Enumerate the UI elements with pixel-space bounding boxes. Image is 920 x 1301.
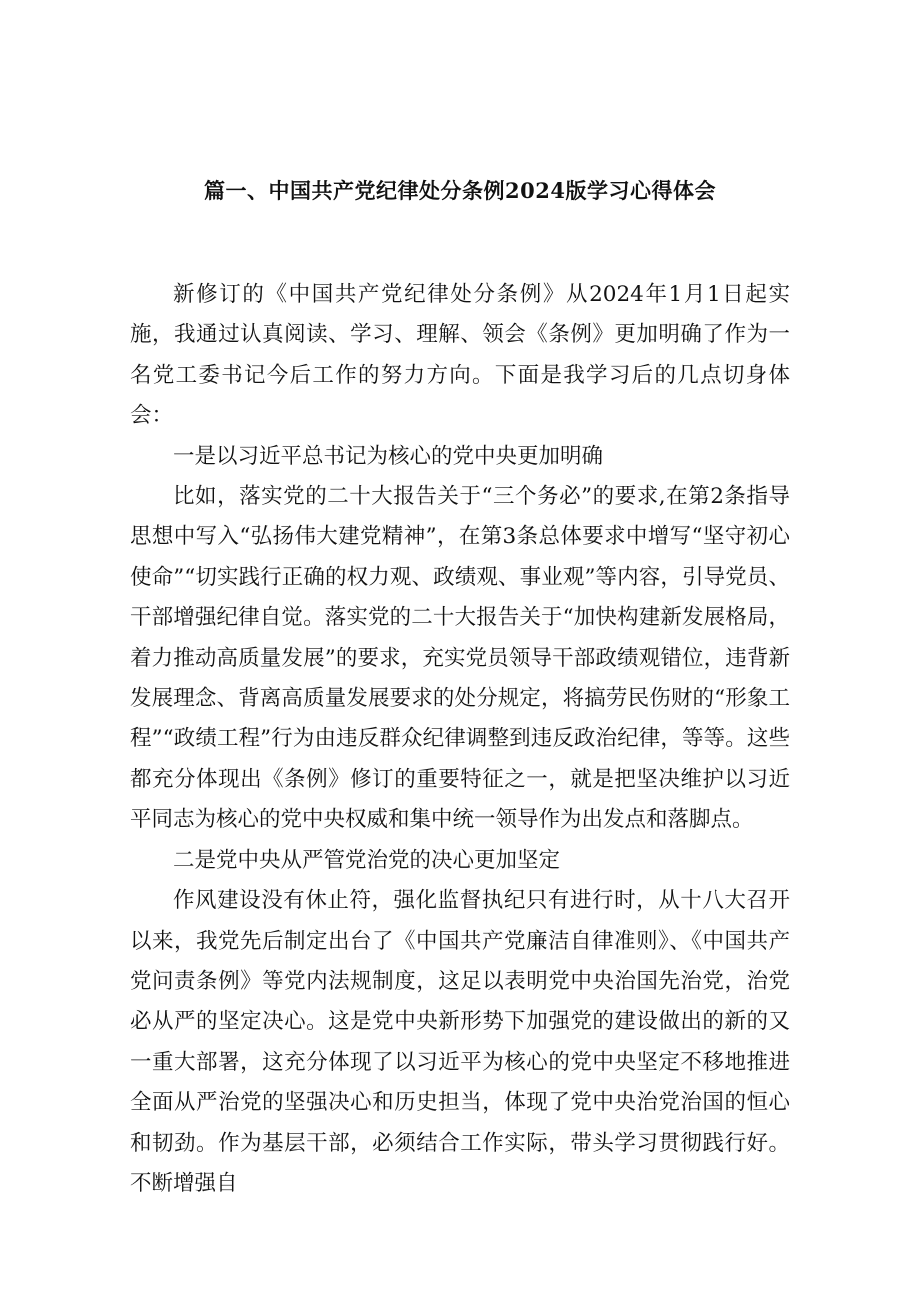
section-2-paragraph: 作风建设没有休止符，强化监督执纪只有进行时，从十八大召开以来，我党先后制定出台了《中国共产党廉洁自律准则》、《中国共产党问责条例》等党内法规制度，这足以表明党中央治国先治党，治党必从严的坚定决心。这是党中央新形势下加强党的建设做出的新的又一重大部署，这充分体现了以习近平为核心的党中央坚定不移地推进全面从严治党的坚强决心和历史担当，体现了党中央治党治国的恒心和韧劲。作为基层干部，必须结合工作实际，带头学习贯彻践行好。不断增强自 [130, 888, 790, 1196]
section-1-paragraph: 比如，落实党的二十大报告关于“三个务必”的要求,在第2条指导思想中写入“弘扬伟大建党精神”，在第3条总体要求中增写“坚守初心使命”“切实践行正确的权力观、政绩观、事业观”等内容，引导党员、干部增强纪律自觉。落实党的二十大报告关于“加快构建新发展格局，着力推动高质量发展”的要求，充实党员领导干部政绩观错位，违背新发展理念、背离高质量发展要求的处分规定，将搞劳民伤财的“形象工程”“政绩工程”行为由违反群众纪律调整到违反政治纪律，等等。这些都充分体现出《条例》修订的重要特征之一，就是把坚决维护以习近平同志为核心的党中央权威和集中统一领导作为出发点和落脚点。 [130, 484, 790, 833]
section-heading-1: 一是以习近平总书记为核心的党中央更加明确 [173, 443, 604, 469]
intro-paragraph: 新修订的《中国共产党纪律处分条例》从2024年1月1日起实施，我通过认真阅读、学习、理解、领会《条例》更加明确了作为一名党工委书记今后工作的努力方向。下面是我学习后的几点切身体会： [130, 282, 790, 429]
section-heading-2: 二是党中央从严管党治党的决心更加坚定 [173, 847, 561, 873]
document-body [130, 275, 790, 1204]
document-title: 篇一、中国共产党纪律处分条例2024版学习心得体会 [204, 178, 716, 203]
